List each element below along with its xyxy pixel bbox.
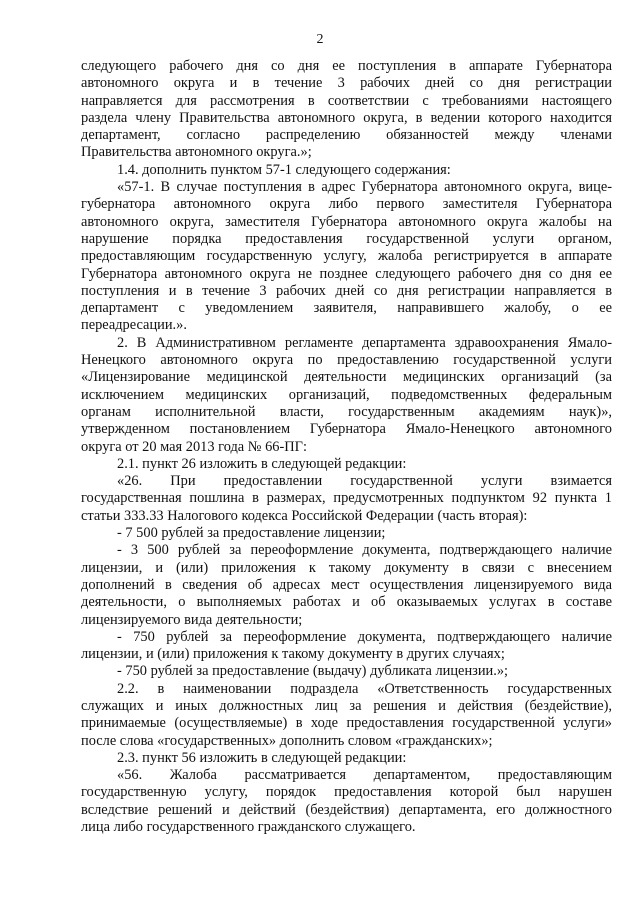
text-line: - 750 рублей за переоформление документа, подтверждающего наличие [117,628,612,645]
text-line: - 750 рублей за предоставление (выдачу) дубликата лицензии.»; [117,663,509,680]
text-line: государственную услугу, порядок предоставления которой был нарушен [81,784,612,801]
text-line: Губернатора автономного округа не позднее следующего рабочего дня со дня ее [81,265,612,282]
text-line: исключением медицинских организаций, подведомственных федеральным [81,386,612,403]
text-line: департамент с уведомлением заявителя, направившего жалобу, о ее [81,300,612,317]
text-line: департамент, согласно распределению обязанностей между членами [81,127,612,144]
text-line: нарушение порядка предоставления государственной услуги органом, [81,230,612,247]
text-line: - 3 500 рублей за переоформление документа, подтверждающего наличие [117,542,612,559]
text-line: лицензируемого вида деятельности; [81,611,303,628]
text-line: округа от 20 мая 2013 года № 66-ПГ: [81,438,307,455]
page-number: 2 [316,32,324,47]
text-line: направляется для рассмотрения в соответствии с требованиями настоящего [81,92,612,109]
text-line: Правительства автономного округа.»; [81,144,312,161]
text-line: после слова «государственных» дополнить словом «гражданских»; [81,732,493,749]
text-line: раздела члену Правительства автономного округа, в ведении которого находится [81,109,612,126]
text-line: 1.4. дополнить пунктом 57-1 следующего содержания: [117,161,451,178]
text-line: 2.3. пункт 56 изложить в следующей редакции: [117,749,407,766]
text-line: дополнений в сведения об адресах мест осуществления лицензируемого вида [81,576,612,593]
text-line: «Лицензирование медицинской деятельности медицинских организаций (за [81,369,612,386]
text-line: государственная пошлина в размерах, предусмотренных подпунктом 92 пункта 1 [81,490,612,507]
text-line: предоставляющим государственную услугу, жалоба регистрируется в аппарате [81,248,612,265]
text-line: автономного округа и в течение 3 рабочих дней со дня регистрации [81,75,612,92]
text-line: Ненецкого автономного округа по предоставлению государственной услуги [81,352,612,369]
text-line: статьи 333.33 Налогового кодекса Российской Федерации (часть вторая): [81,507,528,524]
text-line: вследствие решений и действий (бездействия) департамента, его должностного [81,801,612,818]
text-line: лица либо государственного гражданского служащего. [81,819,416,836]
text-line: - 7 500 рублей за предоставление лицензии; [117,525,386,542]
text-line: автономного округа, заместителя Губернатора автономного округа жалобы на [81,213,612,230]
text-line: лицензии, и (или) приложения к такому документу в других случаях; [81,646,505,663]
text-line: служащих и иных должностных лиц за решения и действия (бездействие), [81,697,612,714]
text-line: «57-1. В случае поступления в адрес Губернатора автономного округа, вице- [117,179,612,196]
text-line: «56. Жалоба рассматривается департаментом, предоставляющим [117,767,612,784]
text-line: органам исполнительной власти, государственным академиям наук)», [81,403,612,420]
text-line: лицензии, и (или) приложения к такому документу в связи с внесением [81,559,612,576]
text-line: принимаемые (осуществляемые) в ходе предоставления государственной услуги» [81,715,612,732]
text-line: следующего рабочего дня со дня ее поступления в аппарате Губернатора [81,58,612,74]
text-line: утвержденном постановлением Губернатора Ямало-Ненецкого автономного [81,421,612,438]
text-line: «26. При предоставлении государственной услуги взимается [117,473,612,490]
text-line: 2.2. в наименовании подраздела «Ответственность государственных [117,680,612,697]
text-line: губернатора автономного округа либо первого заместителя Губернатора [81,196,612,213]
text-line: деятельности, о выполняемых работах и об оказываемых услугах в составе [81,594,612,611]
text-line: поступления и в течение 3 рабочих дней со дня регистрации направляется в [81,282,612,299]
text-line: 2. В Административном регламенте департамента здравоохранения Ямало- [117,334,612,351]
text-line: переадресации.». [81,317,187,334]
text-line: 2.1. пункт 26 изложить в следующей редакции: [117,455,407,472]
document-body [81,58,612,836]
